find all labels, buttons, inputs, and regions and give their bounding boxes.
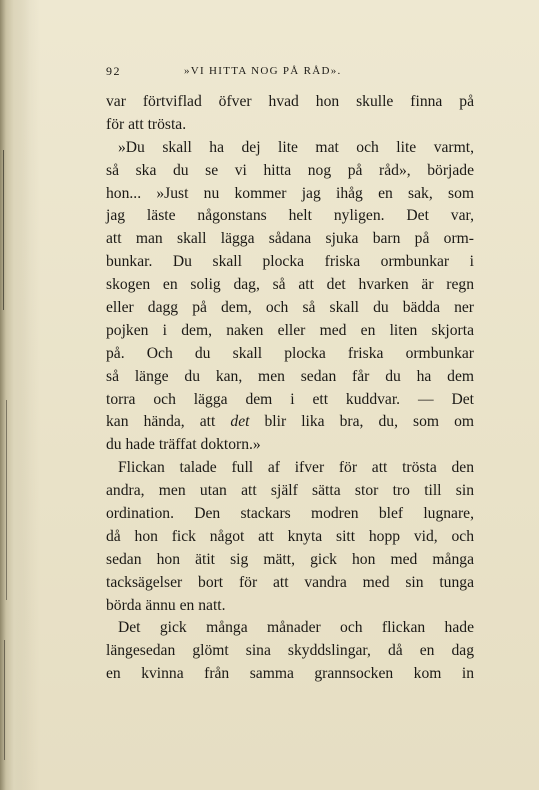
text-line: torra och lägga dem i ett kuddvar. — Det [106,390,474,408]
text-line: skogen en solig dag, så att det hvarken är regn [106,276,474,294]
text-line: var förtviflad öfver hvad hon skulle finna på [106,93,474,110]
text-line: så ska du se vi hitta nog på råd», började [106,161,474,179]
text-line: längesedan glömt sina skyddslingar, då en dag [106,642,474,660]
body-text [106,91,474,686]
text-line: bunkar. Du skall plocka friska ormbunkar i [106,253,474,271]
text-line: tacksägelser bort för att vandra med sin tunga [106,573,474,591]
text-line: du hade träffat doktorn.» [106,436,261,454]
binding-edge-line [6,400,7,600]
text-line: så länge du kan, men sedan får du ha dem [106,367,474,385]
text-line: pojken i dem, naken eller med en liten skjorta [106,321,474,339]
text-line: börda ännu en natt. [106,596,226,614]
text-line: »Du skall ha dej lite mat och lite varmt, [118,138,474,156]
text-fragment: blir lika bra, du, som om [249,413,474,431]
page-header [106,64,476,82]
text-line: jag läste någonstans helt nyligen. Det var, [106,207,474,225]
running-title: »VI HITTA NOG PÅ RÅD». [184,65,342,77]
text-line: eller dagg på dem, och så skall du bädda ner [106,299,474,317]
text-line-with-emphasis [106,411,474,434]
text-line: hon... »Just nu kommer jag ihåg en sak, som [106,184,474,202]
binding-edge-line [3,150,4,310]
text-line: ordination. Den stackars modren blef lugnare, [106,505,474,523]
text-fragment: kan hända, att [106,413,231,431]
binding-edge-line [4,640,5,760]
text-line: då hon fick något att knyta sitt hopp vid, och [106,527,474,545]
text-line: en kvinna från samma grannsocken kom in [106,665,474,683]
emphasized-word: det [230,413,250,431]
text-line: Det gick många månader och flickan hade [118,619,474,637]
page-gutter-shadow [0,0,30,790]
page-number: 92 [106,64,121,78]
text-line: sedan hon ätit sig mätt, gick hon med många [106,550,474,568]
text-line: på. Och du skall plocka friska ormbunkar [106,344,474,362]
text-line: för att trösta. [106,115,187,133]
text-line: att man skall lägga sådana sjuka barn på orm- [106,230,474,248]
text-line: andra, men utan att själf sätta stor tro till sin [106,482,474,500]
text-line: Flickan talade full af ifver för att trösta den [118,459,474,477]
